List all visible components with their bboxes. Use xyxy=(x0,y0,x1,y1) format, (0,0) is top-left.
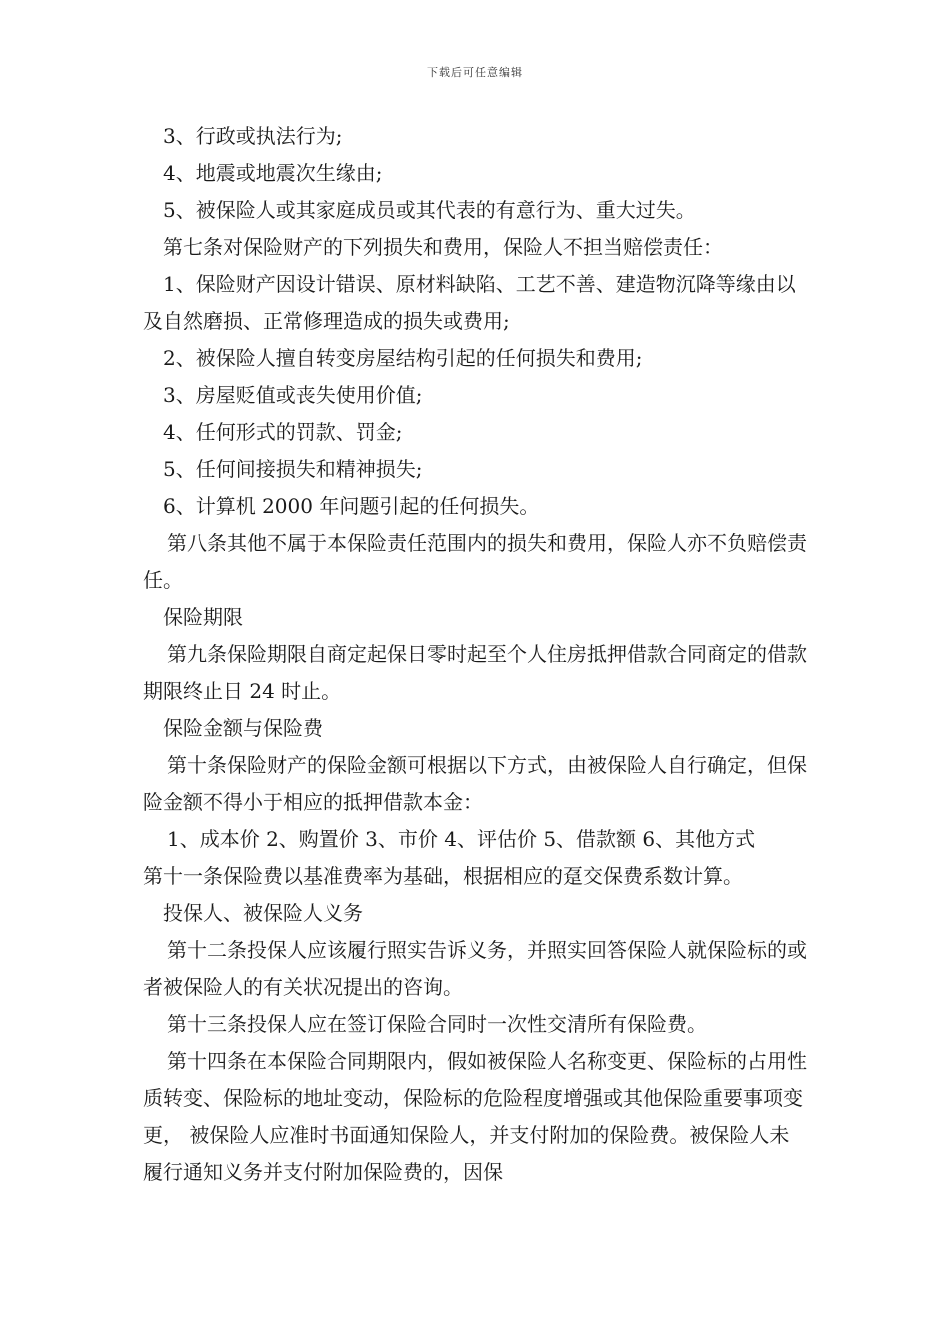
page-header: 下载后可任意编辑 xyxy=(427,66,523,79)
paragraph: 3、行政或执法行为; xyxy=(163,124,343,148)
paragraph: 第十三条投保人应在签订保险合同时一次性交清所有保险费。 xyxy=(167,1012,707,1036)
paragraph: 4、地震或地震次生缘由; xyxy=(163,161,383,185)
paragraph: 第十四条在本保险合同期限内，假如被保险人名称变更、保险标的占用性质转变、保险标的地址变动，保险标的危险程度增强或其他保险重要事项变更， 被保险人应准时书面通知保险人，并支付附加的保险费。被保险人未履行通知义务并支付附加保险费的，因保 xyxy=(143,1049,807,1184)
paragraph: 3、房屋贬值或丧失使用价值; xyxy=(163,383,423,407)
paragraph: 第十二条投保人应该履行照实告诉义务，并照实回答保险人就保险标的或者被保险人的有关状况提出的咨询。 xyxy=(143,938,807,999)
paragraph: 5、任何间接损失和精神损失; xyxy=(163,457,423,481)
paragraph: 1、成本价 2、购置价 3、市价 4、评估价 5、借款额 6、其他方式 xyxy=(167,827,756,851)
section-heading: 保险期限 xyxy=(163,605,243,629)
paragraph: 第九条保险期限自商定起保日零时起至个人住房抵押借款合同商定的借款期限终止日 24 时止。 xyxy=(143,642,807,703)
section-heading: 投保人、被保险人义务 xyxy=(163,901,363,925)
paragraph: 2、被保险人擅自转变房屋结构引起的任何损失和费用; xyxy=(163,346,643,370)
paragraph: 6、计算机 2000 年问题引起的任何损失。 xyxy=(163,494,540,518)
paragraph: 第七条对保险财产的下列损失和费用，保险人不担当赔偿责任： xyxy=(163,235,723,259)
paragraph: 第十条保险财产的保险金额可根据以下方式，由被保险人自行确定，但保险金额不得小于相应的抵押借款本金： xyxy=(143,753,807,814)
section-heading: 保险金额与保险费 xyxy=(163,716,323,740)
document-body xyxy=(143,118,808,1191)
paragraph: 4、任何形式的罚款、罚金; xyxy=(163,420,403,444)
paragraph: 1、保险财产因设计错误、原材料缺陷、工艺不善、建造物沉降等缘由以及自然磨损、正常修理造成的损失或费用; xyxy=(143,272,796,333)
paragraph: 第十一条保险费以基准费率为基础，根据相应的趸交保费系数计算。 xyxy=(143,864,743,888)
paragraph: 5、被保险人或其家庭成员或其代表的有意行为、重大过失。 xyxy=(163,198,696,222)
paragraph: 第八条其他不属于本保险责任范围内的损失和费用，保险人亦不负赔偿责任。 xyxy=(143,531,807,592)
